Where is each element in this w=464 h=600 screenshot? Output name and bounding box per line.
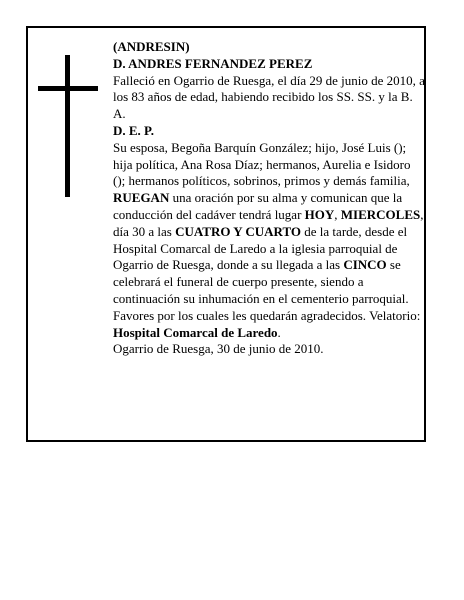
funeral-request — [113, 190, 425, 341]
funeral-time: CUATRO Y CUARTO — [175, 223, 302, 239]
wake-location: Hospital Comarcal de Laredo — [113, 324, 278, 340]
hoy-word: HOY — [304, 206, 335, 222]
place-date: Ogarrio de Ruesga, 30 de junio de 2010. — [113, 341, 324, 357]
request-text-6: . — [277, 324, 281, 340]
mass-time: CINCO — [343, 257, 387, 273]
cross-horizontal-bar — [38, 86, 98, 91]
request-text-1: una oración por su alma y comunican que la conducción del cadáver tendrá lugar — [113, 190, 403, 222]
obituary-text — [113, 39, 425, 358]
family-list: Su esposa, Begoña Barquín González; hijo, José Luis (); hija política, Ana Rosa Díaz; hermanos, Aurelia e Isidoro (); hermanos políticos, sobrinos, primos y demás familia, — [113, 139, 411, 189]
deceased-name: D. ANDRES FERNANDEZ PEREZ — [113, 55, 313, 71]
request-text-4: de la tarde, desde el Hospital Comarcal de Laredo a la iglesia parroquial de Ogarrio de Ruesga, donde a su llegada a las — [113, 223, 408, 273]
cross-icon — [38, 55, 98, 197]
ruegan-word: RUEGAN — [113, 190, 170, 206]
weekday: MIERCOLES — [340, 206, 421, 222]
death-statement: Falleció en Ogarrio de Ruesga, el día 29 de junio de 2010, a los 83 años de edad, habiendo recibido los SS. SS. y la B. A. — [113, 72, 425, 122]
request-text-5: se celebrará el funeral de cuerpo presente, siendo a continuación su inhumación en el cementerio parroquial. Favores por los cuales les quedarán agradecidos. Velatorio: — [113, 257, 421, 323]
family-tag: (ANDRESIN) — [113, 39, 190, 54]
cross-vertical-bar — [65, 55, 70, 197]
rip-abbreviation: D. E. P. — [113, 122, 155, 138]
request-text-2: , — [334, 206, 341, 222]
request-text-3: , día 30 a las — [113, 206, 424, 239]
